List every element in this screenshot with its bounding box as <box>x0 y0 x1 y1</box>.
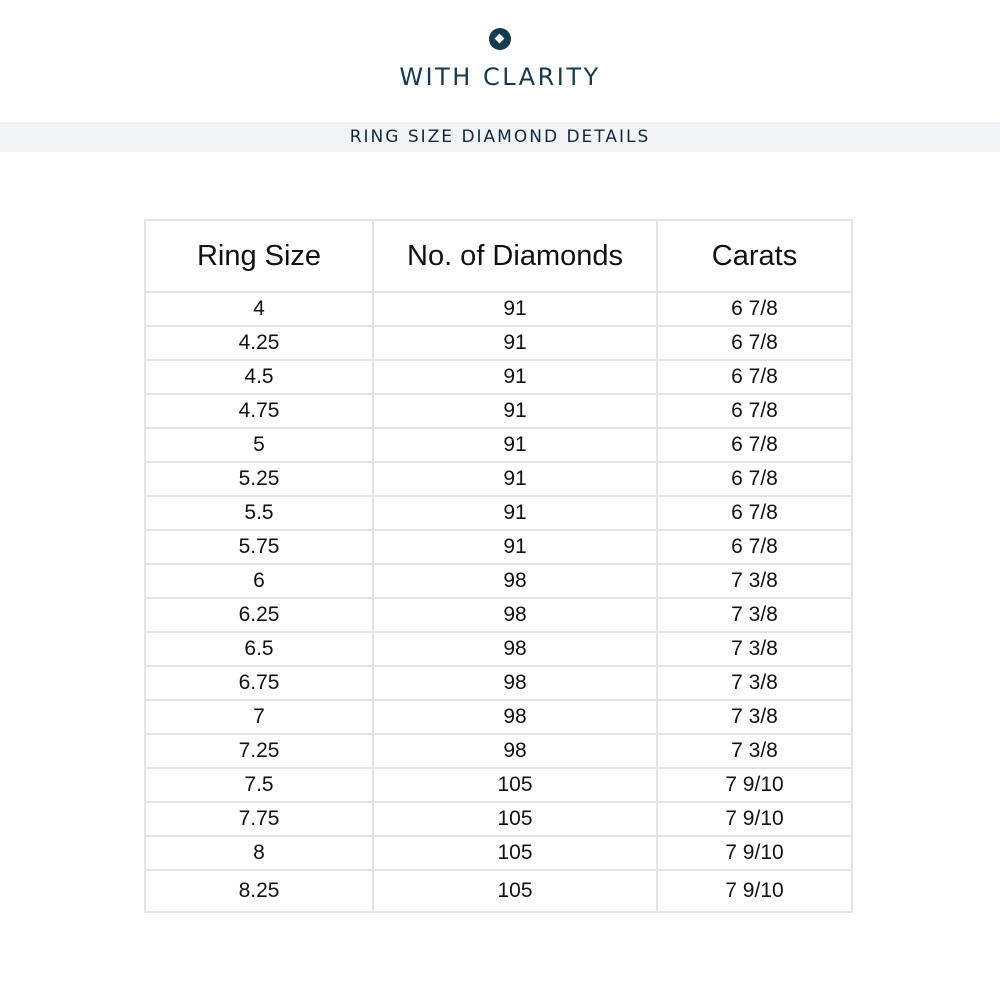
cell-diamond-count: 98 <box>373 598 657 632</box>
column-header-diamond-count: No. of Diamonds <box>373 220 657 292</box>
cell-diamond-count: 105 <box>373 870 657 912</box>
cell-carats: 7 3/8 <box>657 666 852 700</box>
table-row <box>145 802 852 836</box>
cell-carats: 7 3/8 <box>657 564 852 598</box>
table-row <box>145 700 852 734</box>
cell-carats: 6 7/8 <box>657 394 852 428</box>
cell-ring-size: 5.5 <box>145 496 373 530</box>
table-row <box>145 292 852 326</box>
cell-carats: 7 9/10 <box>657 836 852 870</box>
table-row <box>145 836 852 870</box>
cell-ring-size: 7.5 <box>145 768 373 802</box>
cell-carats: 6 7/8 <box>657 428 852 462</box>
brand-name: WITH CLARITY <box>399 63 601 91</box>
cell-diamond-count: 98 <box>373 700 657 734</box>
table-row <box>145 632 852 666</box>
cell-diamond-count: 98 <box>373 632 657 666</box>
table-row <box>145 564 852 598</box>
cell-carats: 6 7/8 <box>657 360 852 394</box>
table-row <box>145 394 852 428</box>
cell-ring-size: 5.25 <box>145 462 373 496</box>
cell-carats: 7 9/10 <box>657 870 852 912</box>
cell-diamond-count: 105 <box>373 802 657 836</box>
section-banner <box>0 122 1000 152</box>
cell-ring-size: 4.75 <box>145 394 373 428</box>
table-row <box>145 496 852 530</box>
table-row <box>145 666 852 700</box>
cell-ring-size: 4.25 <box>145 326 373 360</box>
cell-ring-size: 4 <box>145 292 373 326</box>
cell-diamond-count: 91 <box>373 428 657 462</box>
cell-ring-size: 7 <box>145 700 373 734</box>
table-header-row <box>145 220 852 292</box>
cell-carats: 7 3/8 <box>657 734 852 768</box>
column-header-ring-size: Ring Size <box>145 220 373 292</box>
cell-ring-size: 6.5 <box>145 632 373 666</box>
table-row <box>145 768 852 802</box>
table-row <box>145 734 852 768</box>
table-row <box>145 360 852 394</box>
table-row <box>145 530 852 564</box>
cell-diamond-count: 98 <box>373 666 657 700</box>
cell-diamond-count: 91 <box>373 496 657 530</box>
cell-diamond-count: 91 <box>373 326 657 360</box>
cell-ring-size: 6 <box>145 564 373 598</box>
cell-ring-size: 5.75 <box>145 530 373 564</box>
cell-diamond-count: 105 <box>373 768 657 802</box>
cell-ring-size: 5 <box>145 428 373 462</box>
cell-carats: 7 9/10 <box>657 768 852 802</box>
cell-carats: 7 9/10 <box>657 802 852 836</box>
cell-carats: 7 3/8 <box>657 632 852 666</box>
cell-carats: 6 7/8 <box>657 496 852 530</box>
table-row <box>145 598 852 632</box>
table-row <box>145 870 852 912</box>
cell-ring-size: 8 <box>145 836 373 870</box>
cell-diamond-count: 98 <box>373 734 657 768</box>
cell-carats: 7 3/8 <box>657 700 852 734</box>
column-header-carats: Carats <box>657 220 852 292</box>
cell-diamond-count: 98 <box>373 564 657 598</box>
cell-carats: 7 3/8 <box>657 598 852 632</box>
cell-carats: 6 7/8 <box>657 530 852 564</box>
table-row <box>145 326 852 360</box>
ring-size-table <box>144 219 853 913</box>
table-row <box>145 428 852 462</box>
cell-carats: 6 7/8 <box>657 292 852 326</box>
cell-diamond-count: 91 <box>373 360 657 394</box>
cell-ring-size: 7.75 <box>145 802 373 836</box>
cell-carats: 6 7/8 <box>657 462 852 496</box>
cell-ring-size: 7.25 <box>145 734 373 768</box>
cell-carats: 6 7/8 <box>657 326 852 360</box>
cell-diamond-count: 91 <box>373 292 657 326</box>
cell-diamond-count: 91 <box>373 462 657 496</box>
cell-diamond-count: 91 <box>373 530 657 564</box>
cell-ring-size: 4.5 <box>145 360 373 394</box>
logo-diamond-icon <box>489 28 511 50</box>
table-row <box>145 462 852 496</box>
cell-ring-size: 8.25 <box>145 870 373 912</box>
cell-ring-size: 6.75 <box>145 666 373 700</box>
cell-diamond-count: 105 <box>373 836 657 870</box>
cell-ring-size: 6.25 <box>145 598 373 632</box>
cell-diamond-count: 91 <box>373 394 657 428</box>
section-title: RING SIZE DIAMOND DETAILS <box>349 127 651 147</box>
